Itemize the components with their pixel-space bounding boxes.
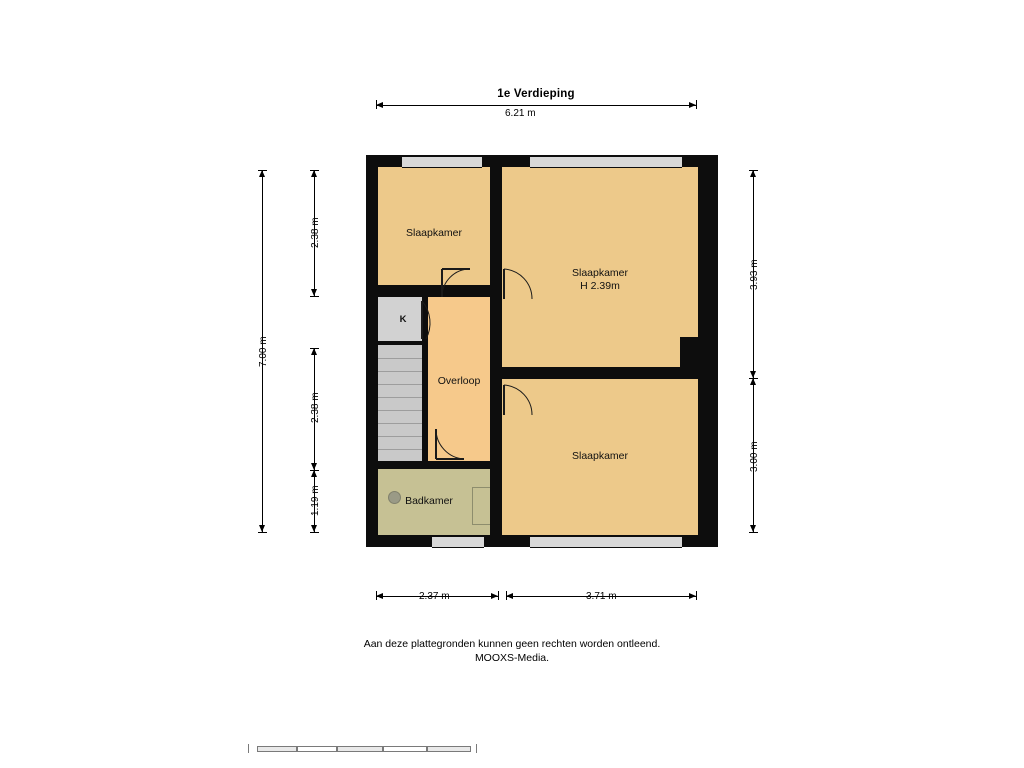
exterior-wall-left [366,155,378,547]
left-segment-1-arrow-top [311,170,317,177]
left-total-tick-top [258,170,267,171]
interior-wall-right-bedrooms [502,367,698,379]
stair-tread [378,410,428,411]
window-bottom-right [530,536,682,548]
disclaimer-line-1: Aan deze plattegronden kunnen geen rechten worden ontleend. [363,638,661,650]
floorplan-drawing [366,155,718,547]
left-segment-3-tick-bottom [310,532,319,533]
interior-wall-hall-right [490,297,502,535]
left-segment-1-tick-bottom [310,296,319,297]
stair-tread [378,358,428,359]
bottom-segment-1-label: 2.37 m [419,591,450,602]
door-to-kast [418,299,436,343]
bottom-segment-2-tick-left [506,591,507,600]
scale-bar-segment [427,746,471,752]
scale-bar-segment [297,746,337,752]
left-segment-2-tick-top [310,348,319,349]
room-label-text: K [399,314,407,325]
page-title: 1e Verdieping [497,88,575,100]
top-dimension-arrow-left [376,102,383,108]
top-dimension-label: 6.21 m [505,108,536,119]
left-segment-1-tick-top [310,170,319,171]
left-segment-3-label: 1.19 m [310,485,321,516]
room-height-text: H 2.39m [580,280,620,292]
right-segment-2-label: 3.00 m [749,441,760,472]
disclaimer-line-2: MOOXS-Media. [474,652,550,664]
left-segment-2-label: 2.38 m [310,392,321,423]
door-to-slaapkamer-topleft [440,259,474,299]
bottom-segment-1-arrow-left [376,593,383,599]
exterior-wall-right [698,155,718,547]
right-segment-2-arrow-bottom [750,525,756,532]
bottom-segment-1-tick-left [376,591,377,600]
right-segment-1-arrow-bottom [750,371,756,378]
stair-tread [378,371,428,372]
window-top-left [402,156,482,168]
window-top-right [530,156,682,168]
scale-bar [248,744,480,753]
stairs-fill [378,345,428,469]
bottom-segment-2-arrow-right [689,593,696,599]
door-to-badkamer [432,427,468,465]
left-total-tick-bottom [258,532,267,533]
right-segment-2-tick-bottom [749,532,758,533]
disclaimer [262,637,762,665]
stair-tread [378,397,428,398]
interior-wall-right-notch [680,337,700,367]
bottom-segment-2-tick-right [696,591,697,600]
left-segment-2-arrow-bottom [311,463,317,470]
bathtub-fixture [472,487,492,525]
scale-bar-segment [337,746,383,752]
room-label-text: Slaapkamer [571,450,629,462]
scale-bar-segment [383,746,427,752]
room-label-overloop [419,375,499,388]
bottom-segment-1-tick-right [498,591,499,600]
room-label-text: Slaapkamer [571,267,629,279]
interior-wall-center-vertical [490,167,502,297]
room-label-badkamer [384,495,474,508]
bottom-segment-2-label: 3.71 m [586,591,617,602]
room-label-slaapkamer-topleft [394,227,474,240]
left-segment-1-arrow-bottom [311,289,317,296]
bottom-segment-1-arrow-right [491,593,498,599]
room-label-text: Overloop [437,375,481,387]
window-bottom-left [432,536,484,548]
left-segment-3-arrow-bottom [311,525,317,532]
room-label-text: Badkamer [405,495,453,507]
left-segment-3-tick-top [310,470,319,471]
left-total-arrow-bottom [259,525,265,532]
room-label-text: Slaapkamer [405,227,463,239]
stair-tread [378,449,428,450]
left-segment-3-arrow-top [311,470,317,477]
door-to-slaapkamer-topright [502,265,536,307]
left-segment-2-arrow-top [311,348,317,355]
top-dimension-line [376,105,696,106]
room-label-slaapkamer-topright [540,267,660,293]
top-dimension-tick-right [696,100,697,109]
right-segment-2-arrow-top [750,378,756,385]
bottom-segment-2-arrow-left [506,593,513,599]
room-label-kast [388,313,418,326]
scale-bar-segment [257,746,297,752]
right-segment-2-tick-top [749,378,758,379]
top-dimension-arrow-right [689,102,696,108]
top-dimension-tick-left [376,100,377,109]
scale-bar-endcap-left [248,744,249,753]
scale-bar-endcap-right [476,744,477,753]
stair-tread [378,423,428,424]
left-total-dimension-label: 7.00 m [258,336,269,367]
left-segment-1-label: 2.38 m [310,217,321,248]
right-segment-1-label: 3.93 m [749,259,760,290]
left-total-arrow-top [259,170,265,177]
room-label-slaapkamer-bottomright [540,450,660,463]
door-to-slaapkamer-bottomright [502,381,536,423]
stair-tread [378,436,428,437]
right-segment-1-tick-top [749,170,758,171]
right-segment-1-arrow-top [750,170,756,177]
